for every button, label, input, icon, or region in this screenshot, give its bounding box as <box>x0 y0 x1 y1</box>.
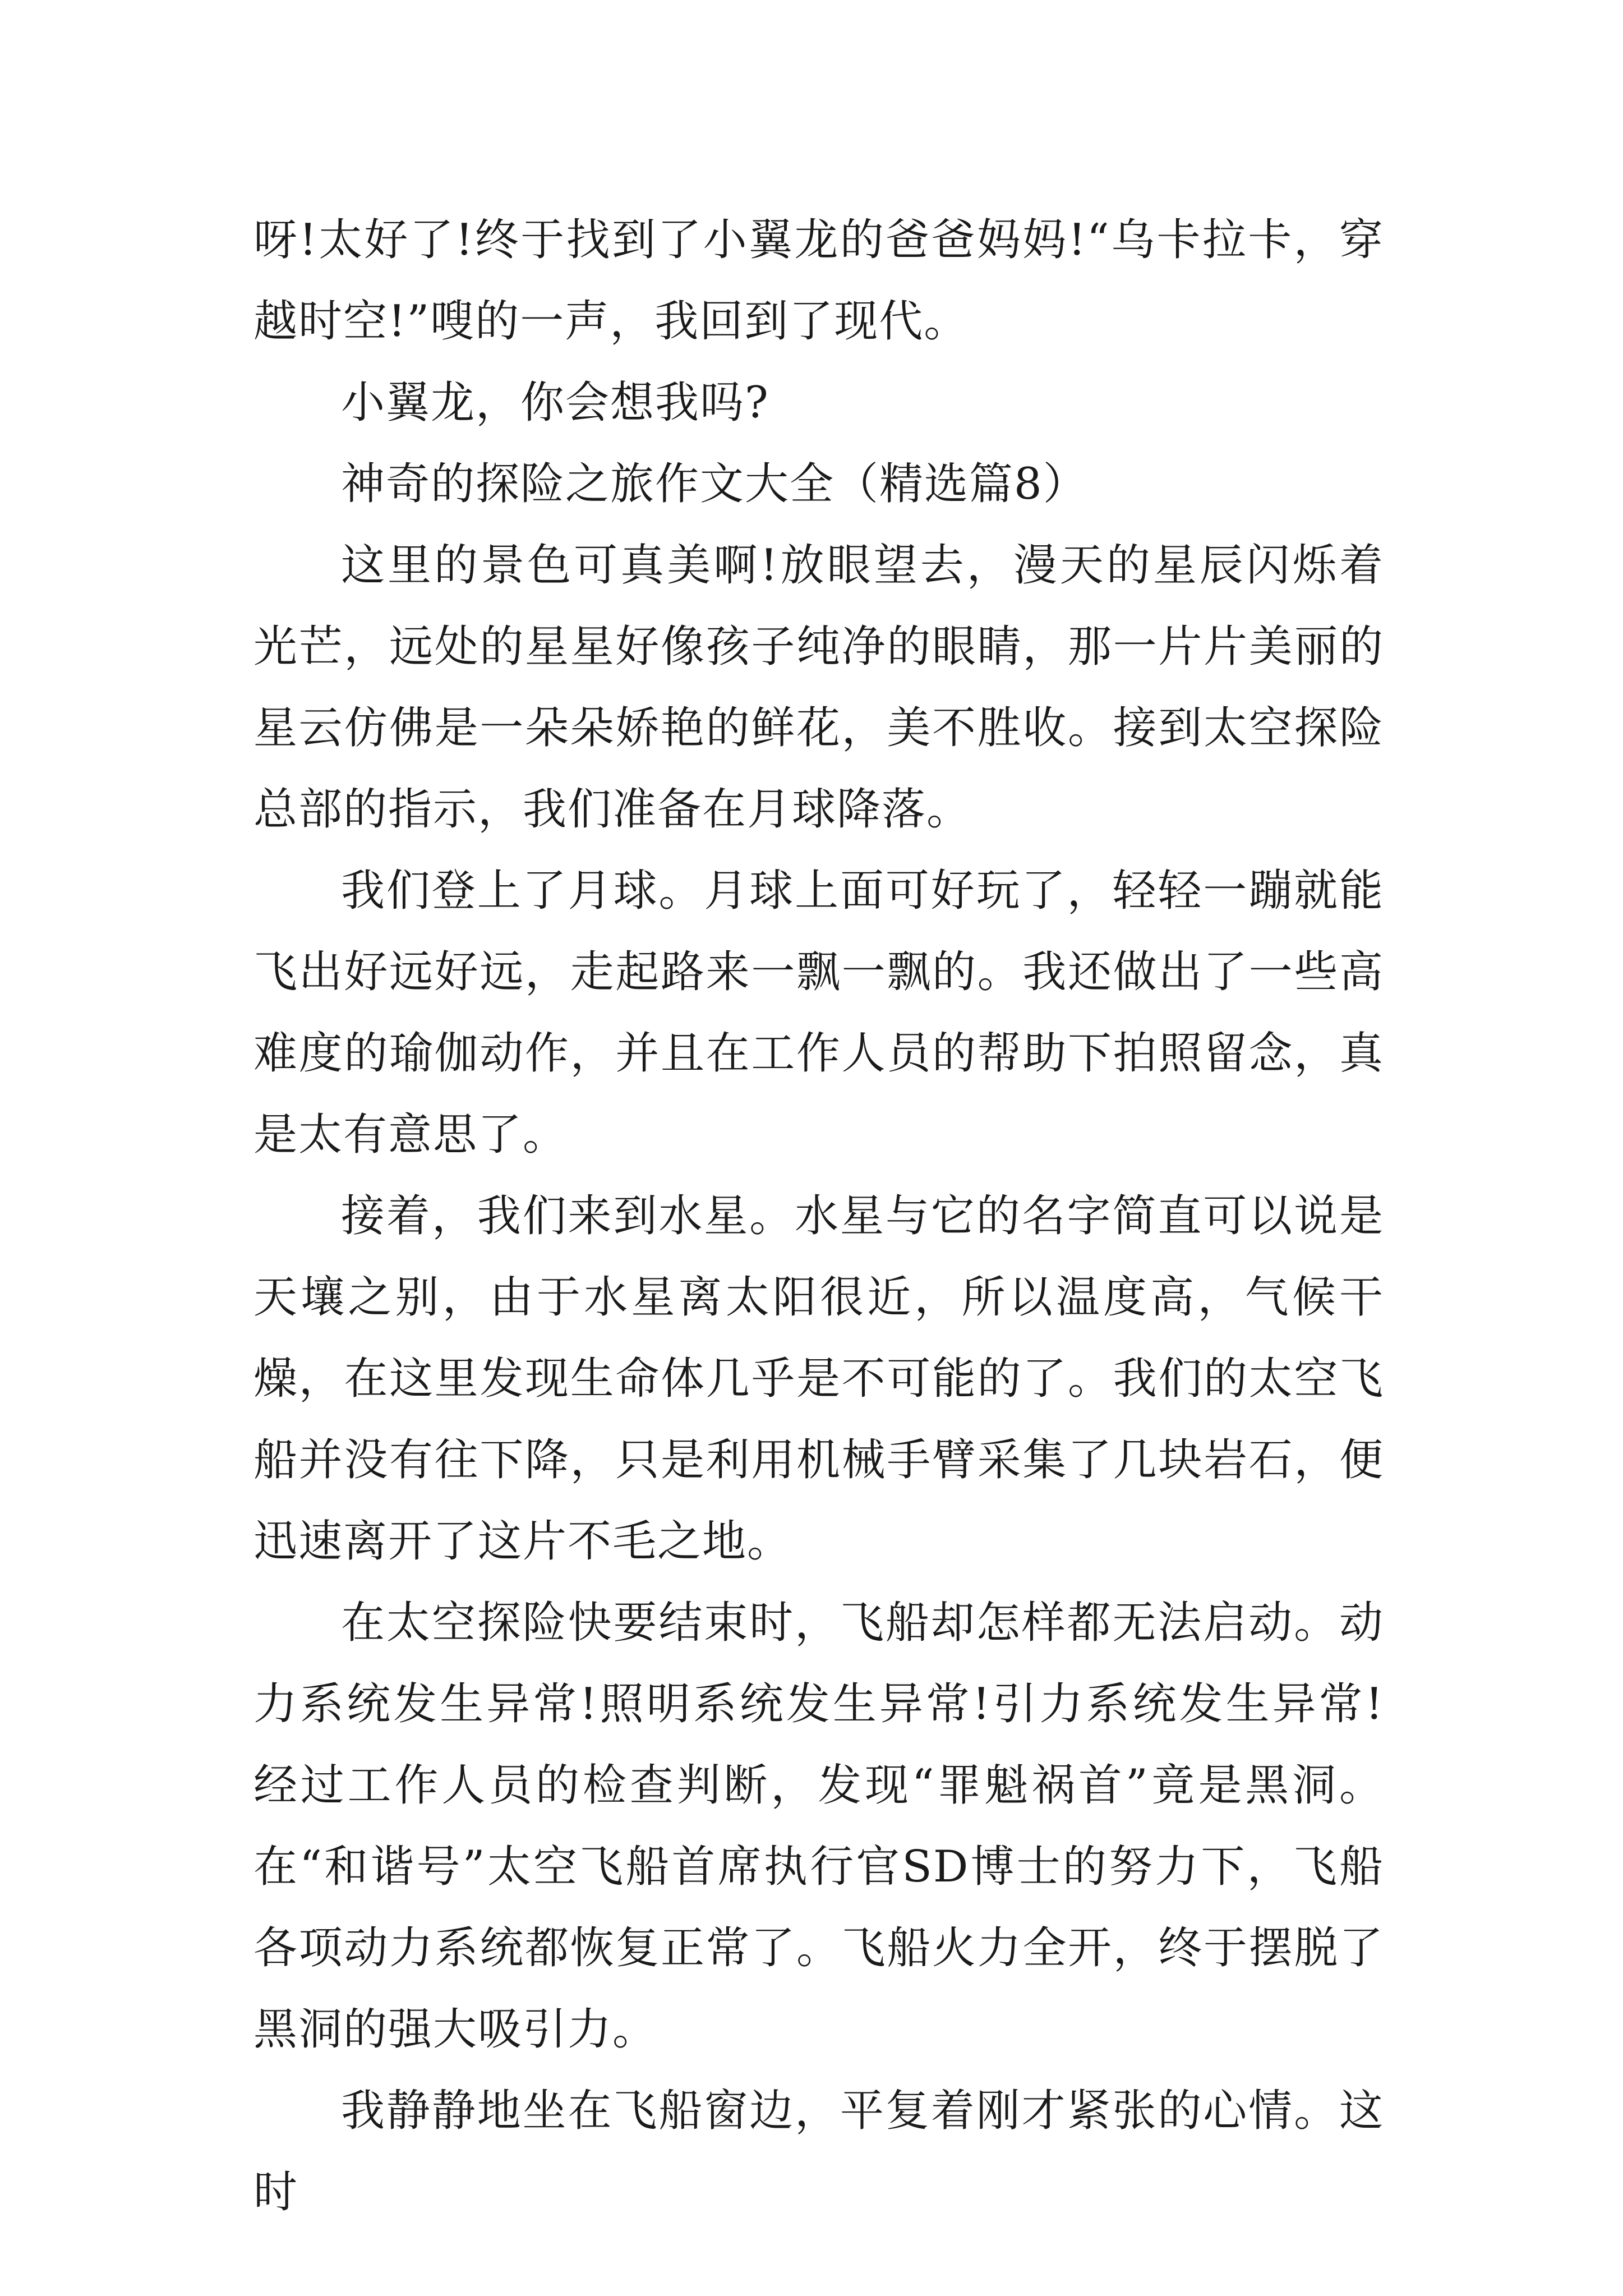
paragraph-1: 呀!太好了!终于找到了小翼龙的爸爸妈妈!“乌卡拉卡，穿越时空!”嗖的一声，我回到了现代。 <box>253 215 1384 347</box>
paragraph-6: 在太空探险快要结束时，飞船却怎样都无法启动。动力系统发生异常!照明系统发生异常!引力系统发生异常!经过工作人员的检查判断，发现“罪魁祸首”竟是黑洞。在“和谐号”太空飞船首席执行官SD博士的努力下，飞船各项动力系统都恢复正常了。飞船火力全开，终于摆脱了黑洞的强大吸引力。 <box>253 1598 1384 2055</box>
section-heading: 神奇的探险之旅作文大全（精选篇8） <box>341 459 1088 509</box>
paragraph-7: 我静静地坐在飞船窗边，平复着刚才紧张的心情。这时 <box>253 2086 1384 2217</box>
article-body <box>253 200 1384 2233</box>
paragraph-3: 这里的景色可真美啊!放眼望去，漫天的星辰闪烁着光芒，远处的星星好像孩子纯净的眼睛，那一片片美丽的星云仿佛是一朵朵娇艳的鲜花，美不胜收。接到太空探险总部的指示，我们准备在月球降落。 <box>253 540 1384 835</box>
paragraph-4: 我们登上了月球。月球上面可好玩了，轻轻一蹦就能飞出好远好远，走起路来一飘一飘的。我还做出了一些高难度的瑜伽动作，并且在工作人员的帮助下拍照留念，真是太有意思了。 <box>253 866 1384 1160</box>
paragraph-2: 小翼龙，你会想我吗? <box>341 378 769 428</box>
paragraph-5: 接着，我们来到水星。水星与它的名字简直可以说是天壤之别，由于水星离太阳很近，所以温度高，气候干燥，在这里发现生命体几乎是不可能的了。我们的太空飞船并没有往下降，只是利用机械手臂采集了几块岩石，便迅速离开了这片不毛之地。 <box>253 1191 1384 1567</box>
